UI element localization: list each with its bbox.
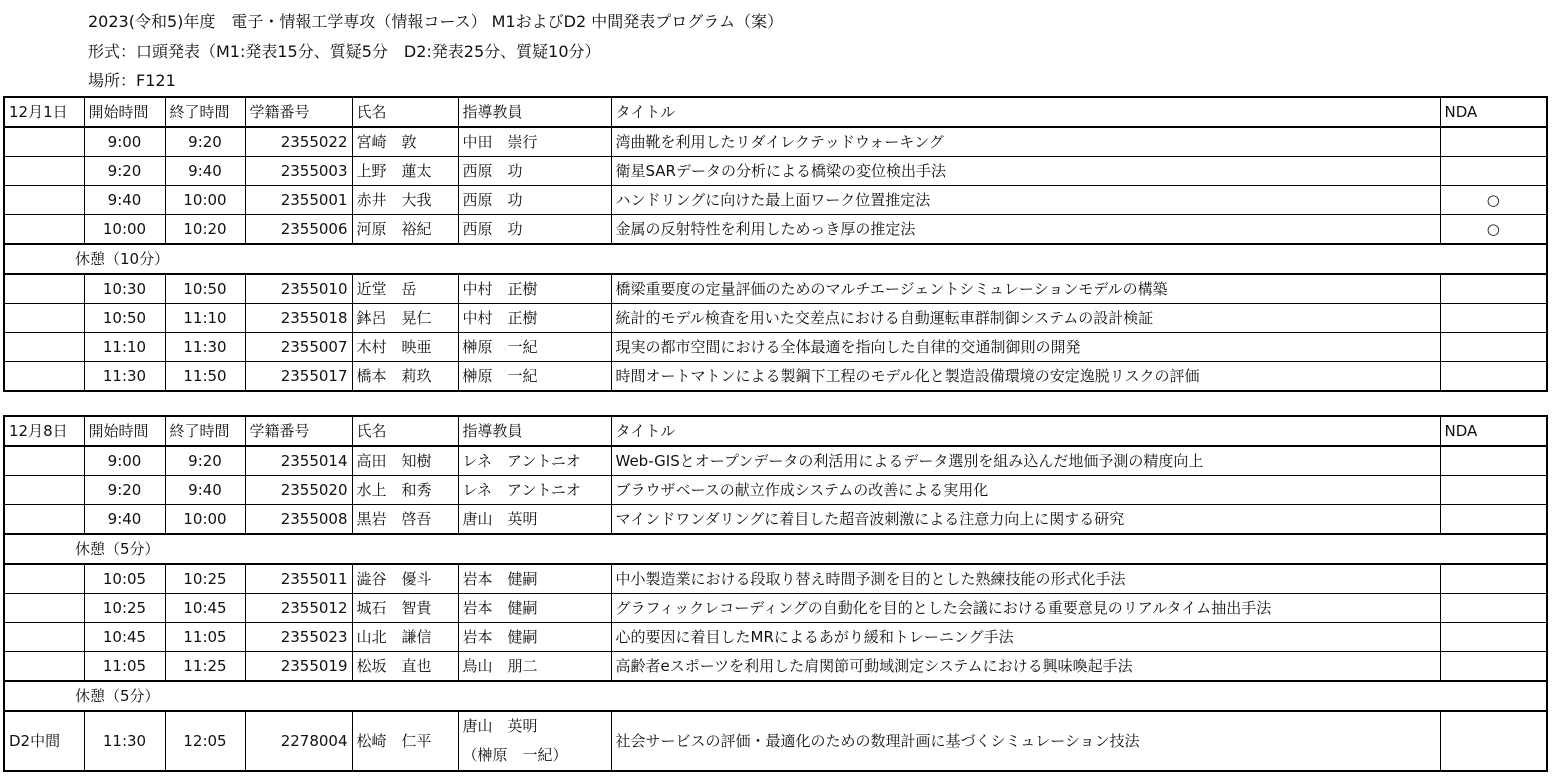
start-time-cell: 10:05 [84,564,165,594]
presentation-title-cell: Web-GISとオープンデータの利活用によるデータ選別を組み込んだ地価予測の精度向上 [611,446,1440,476]
end-time-cell: 11:30 [165,333,245,362]
session-cell [4,594,84,623]
table-row [4,127,1547,157]
student-id-cell: 2355006 [245,215,352,245]
start-time-cell: 9:40 [84,505,165,535]
start-time-cell: 11:10 [84,333,165,362]
nda-cell [1440,652,1547,682]
schedule-table-day1 [3,96,1548,392]
session-cell [4,304,84,333]
session-cell [4,564,84,594]
schedule-table-day2 [3,415,1548,772]
advisor-cell: 鳥山 朋二 [458,652,611,682]
student-name-cell: 山北 謙信 [352,623,458,652]
advisor-cell: 西原 功 [458,186,611,215]
start-time-header: 開始時間 [84,97,165,127]
nda-cell: ○ [1440,186,1547,215]
advisor-cell: 西原 功 [458,157,611,186]
start-time-cell: 9:20 [84,476,165,505]
nda-header: NDA [1440,416,1547,446]
student-id-cell: 2355003 [245,157,352,186]
student-id-cell: 2355020 [245,476,352,505]
presentation-title-cell: 高齢者eスポーツを利用した肩関節可動域測定システムにおける興味喚起手法 [611,652,1440,682]
student-id-cell: 2355018 [245,304,352,333]
student-id-cell: 2355023 [245,623,352,652]
advisor-cell: 西原 功 [458,215,611,245]
end-time-cell: 10:00 [165,505,245,535]
end-time-cell: 10:50 [165,274,245,304]
start-time-cell: 10:30 [84,274,165,304]
nda-cell: ○ [1440,215,1547,245]
table-header-row [4,416,1547,446]
advisor-header: 指導教員 [458,97,611,127]
session-cell [4,505,84,535]
nda-cell [1440,505,1547,535]
advisor-header: 指導教員 [458,416,611,446]
break-label: 休憩（10分） [4,244,1547,274]
table-row [4,157,1547,186]
nda-cell [1440,127,1547,157]
advisor-cell: 中村 正樹 [458,274,611,304]
session-cell [4,446,84,476]
date-cell: 12月8日 [4,416,84,446]
student-name-cell: 松坂 直也 [352,652,458,682]
nda-cell [1440,304,1547,333]
end-time-cell: 12:05 [165,711,245,771]
student-name-cell: 黒岩 啓吾 [352,505,458,535]
session-cell [4,186,84,215]
name-header: 氏名 [352,97,458,127]
student-name-cell: 赤井 大我 [352,186,458,215]
student-id-cell: 2355001 [245,186,352,215]
start-time-cell: 9:00 [84,446,165,476]
nda-cell [1440,333,1547,362]
name-header: 氏名 [352,416,458,446]
start-time-cell: 11:30 [84,711,165,771]
start-time-cell: 9:20 [84,157,165,186]
end-time-cell: 10:20 [165,215,245,245]
advisor-primary: 唐山 英明 [462,717,538,735]
student-name-cell: 宮崎 敦 [352,127,458,157]
presentation-title-cell: 湾曲靴を利用したリダイレクテッドウォーキング [611,127,1440,157]
nda-cell [1440,711,1547,771]
student-name-cell: 木村 映亜 [352,333,458,362]
session-cell [4,157,84,186]
break-label: 休憩（5分） [4,534,1547,564]
table-row [4,564,1547,594]
presentation-title-cell: 時間オートマトンによる製鋼下工程のモデル化と製造設備環境の安定逸脱リスクの評価 [611,362,1440,392]
presentation-title-cell: ハンドリングに向けた最上面ワーク位置推定法 [611,186,1440,215]
start-time-cell: 10:50 [84,304,165,333]
table-header-row [4,97,1547,127]
presentation-title-cell: ブラウザベースの献立作成システムの改善による実用化 [611,476,1440,505]
advisor-cell: 中田 崇行 [458,127,611,157]
student-id-cell: 2355008 [245,505,352,535]
end-time-cell: 10:25 [165,564,245,594]
d2-row [4,711,1547,771]
advisor-cell: 榊原 一紀 [458,333,611,362]
advisor-cell: レネ アントニオ [458,476,611,505]
end-time-cell: 10:00 [165,186,245,215]
student-name-cell: 近堂 岳 [352,274,458,304]
table-row [4,623,1547,652]
end-time-cell: 11:25 [165,652,245,682]
presentation-title-cell: 金属の反射特性を利用しためっき厚の推定法 [611,215,1440,245]
date-cell: 12月1日 [4,97,84,127]
nda-cell [1440,446,1547,476]
table-row [4,186,1547,215]
end-time-cell: 11:05 [165,623,245,652]
student-id-cell: 2355014 [245,446,352,476]
student-name-cell: 橋本 莉玖 [352,362,458,392]
student-id-header: 学籍番号 [245,416,352,446]
student-name-cell: 城石 智貴 [352,594,458,623]
student-id-header: 学籍番号 [245,97,352,127]
presentation-title-cell: 統計的モデル検査を用いた交差点における自動運転車群制御システムの設計検証 [611,304,1440,333]
advisor-cell [458,711,611,771]
advisor-cell: 唐山 英明 [458,505,611,535]
table-row [4,594,1547,623]
advisor-cell: 岩本 健嗣 [458,594,611,623]
student-id-cell: 2355012 [245,594,352,623]
table-row [4,652,1547,682]
student-name-cell: 松崎 仁平 [352,711,458,771]
presentation-title-cell: 中小製造業における段取り替え時間予測を目的とした熟練技能の形式化手法 [611,564,1440,594]
nda-cell [1440,362,1547,392]
student-name-cell: 鉢呂 晃仁 [352,304,458,333]
session-cell [4,652,84,682]
session-cell [4,476,84,505]
nda-cell [1440,274,1547,304]
start-time-cell: 10:00 [84,215,165,245]
advisor-secondary: （榊原 一紀） [462,746,568,764]
advisor-cell: 岩本 健嗣 [458,564,611,594]
presentation-title-cell: 衛星SARデータの分析による橋梁の変位検出手法 [611,157,1440,186]
table-row [4,476,1547,505]
student-id-cell: 2355019 [245,652,352,682]
title-header: タイトル [611,416,1440,446]
title-header: タイトル [611,97,1440,127]
presentation-title-cell: グラフィックレコーディングの自動化を目的とした会議における重要意見のリアルタイム抽出手法 [611,594,1440,623]
end-time-header: 終了時間 [165,97,245,127]
table-row [4,333,1547,362]
table-row [4,304,1547,333]
student-name-cell: 澁谷 優斗 [352,564,458,594]
end-time-cell: 9:40 [165,157,245,186]
start-time-cell: 10:45 [84,623,165,652]
end-time-cell: 9:40 [165,476,245,505]
student-id-cell: 2355010 [245,274,352,304]
student-id-cell: 2278004 [245,711,352,771]
break-row [4,244,1547,274]
nda-cell [1440,476,1547,505]
program-title: 2023(令和5)年度 電子・情報工学専攻（情報コース） M1およびD2 中間発表プログラム（案） [88,12,784,31]
advisor-cell: 榊原 一紀 [458,362,611,392]
presentation-title-cell: マインドワンダリングに着目した超音波刺激による注意力向上に関する研究 [611,505,1440,535]
nda-cell [1440,623,1547,652]
end-time-cell: 11:50 [165,362,245,392]
place-line: 場所：F121 [88,71,176,90]
session-cell [4,127,84,157]
end-time-cell: 11:10 [165,304,245,333]
presentation-title-cell: 現実の都市空間における全体最適を指向した自律的交通制御則の開発 [611,333,1440,362]
nda-cell [1440,157,1547,186]
advisor-cell: レネ アントニオ [458,446,611,476]
start-time-cell: 9:40 [84,186,165,215]
student-name-cell: 上野 蓮太 [352,157,458,186]
start-time-cell: 10:25 [84,594,165,623]
end-time-cell: 9:20 [165,127,245,157]
nda-cell [1440,564,1547,594]
student-name-cell: 高田 知樹 [352,446,458,476]
student-id-cell: 2355007 [245,333,352,362]
table-row [4,215,1547,245]
presentation-title-cell: 心的要因に着目したMRによるあがり緩和トレーニング手法 [611,623,1440,652]
student-id-cell: 2355011 [245,564,352,594]
student-id-cell: 2355017 [245,362,352,392]
presentation-title-cell: 社会サービスの評価・最適化のための数理計画に基づくシミュレーション技法 [611,711,1440,771]
end-time-cell: 10:45 [165,594,245,623]
advisor-cell: 岩本 健嗣 [458,623,611,652]
break-row [4,534,1547,564]
table-row [4,505,1547,535]
session-cell [4,215,84,245]
table-row [4,446,1547,476]
break-label: 休憩（5分） [4,681,1547,711]
d2-label-cell: D2中間 [4,711,84,771]
table-row [4,362,1547,392]
session-cell [4,274,84,304]
start-time-cell: 11:05 [84,652,165,682]
start-time-cell: 11:30 [84,362,165,392]
student-id-cell: 2355022 [245,127,352,157]
end-time-cell: 9:20 [165,446,245,476]
nda-cell [1440,594,1547,623]
break-row [4,681,1547,711]
advisor-cell: 中村 正樹 [458,304,611,333]
end-time-header: 終了時間 [165,416,245,446]
start-time-cell: 9:00 [84,127,165,157]
session-cell [4,333,84,362]
session-cell [4,362,84,392]
table-row [4,274,1547,304]
session-cell [4,623,84,652]
student-name-cell: 水上 和秀 [352,476,458,505]
presentation-title-cell: 橋梁重要度の定量評価のためのマルチエージェントシミュレーションモデルの構築 [611,274,1440,304]
start-time-header: 開始時間 [84,416,165,446]
student-name-cell: 河原 裕紀 [352,215,458,245]
nda-header: NDA [1440,97,1547,127]
format-line: 形式：口頭発表（M1:発表15分、質疑5分 D2:発表25分、質疑10分） [88,42,601,61]
